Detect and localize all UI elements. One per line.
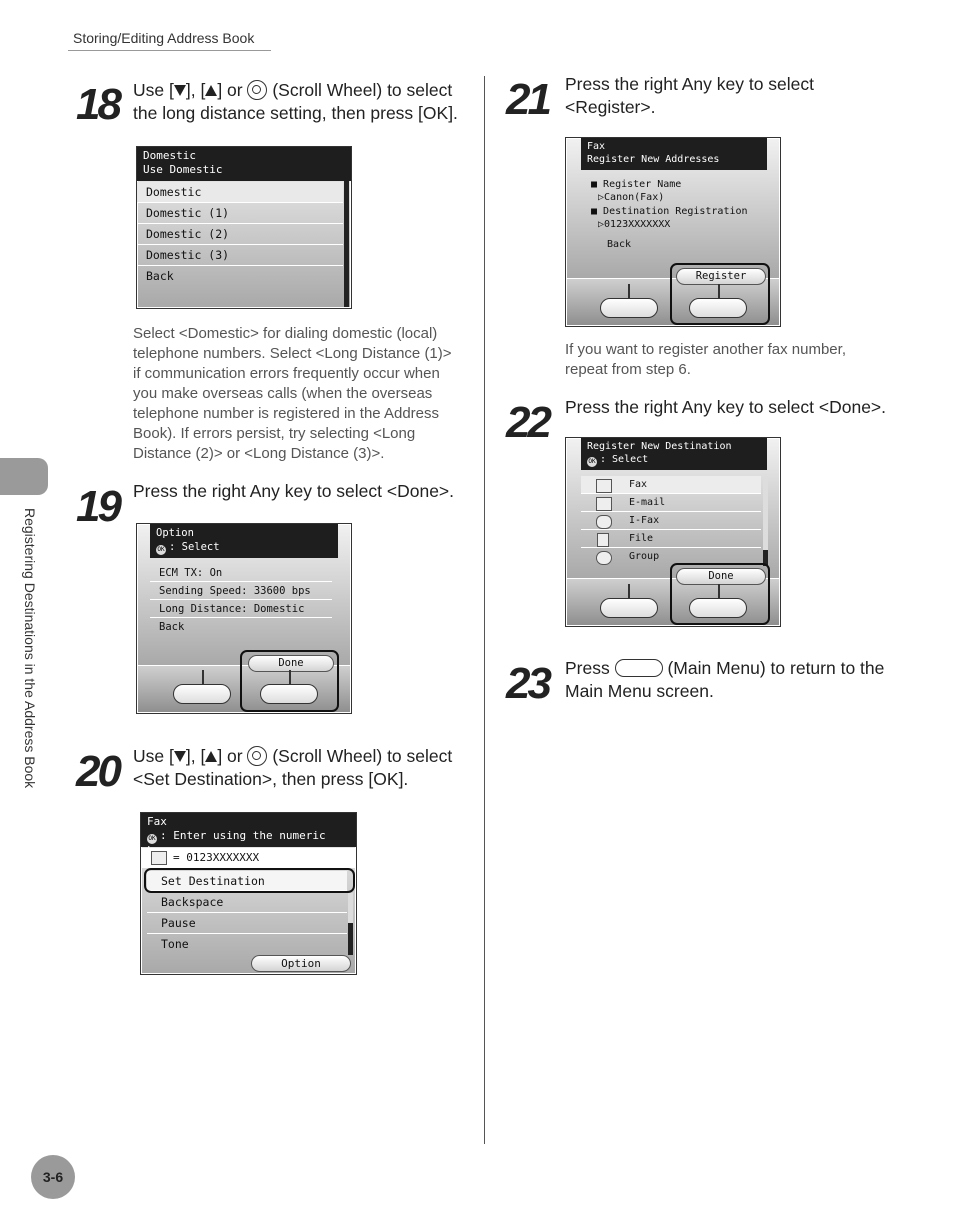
page-number: 3-6 xyxy=(31,1155,75,1199)
scroll-wheel-icon xyxy=(247,80,267,100)
key-connector xyxy=(289,670,291,684)
text: ] or xyxy=(217,80,248,100)
key-connector xyxy=(628,584,630,598)
lcd-screen-new-destination xyxy=(565,437,781,627)
header-rule xyxy=(68,50,271,51)
step-instruction xyxy=(565,657,905,703)
left-any-key[interactable] xyxy=(600,598,658,618)
register-name-label: ■ Register Name xyxy=(591,179,682,190)
menu-item[interactable]: Back xyxy=(146,269,174,283)
screen-title xyxy=(150,524,338,558)
fax-icon xyxy=(151,851,167,865)
number-display: = 0123XXXXXXX xyxy=(173,851,260,864)
step-note: Select <Domestic> for dialing domestic (local) telephone numbers. Select <Long Distance (1)> if communication errors frequently occur when you make overseas calls (when the overseas telephone number is registered in the Address Book). If errors persist, try selecting <Long Distance (2)> or <Long Distance (3)>. xyxy=(133,325,452,462)
menu-item[interactable]: Tone xyxy=(161,937,189,951)
file-icon xyxy=(597,533,609,547)
down-arrow-icon xyxy=(174,751,186,762)
text: ] or xyxy=(217,746,248,766)
step-instruction xyxy=(133,79,473,125)
menu-item[interactable]: E-mail xyxy=(581,494,761,512)
right-any-key[interactable] xyxy=(689,598,747,618)
chapter-tab xyxy=(0,458,48,495)
key-connector xyxy=(718,584,720,598)
text: (Scroll Wheel) to select <Set Destination>, then press [OK]. xyxy=(133,746,453,789)
screen-title xyxy=(581,438,767,470)
label-text: Register Name xyxy=(603,179,682,190)
destination-registration-value: ▷0123XXXXXXX xyxy=(598,219,671,230)
scroll-thumb[interactable] xyxy=(348,923,353,955)
lcd-screen-fax xyxy=(140,812,357,975)
ok-icon: OK xyxy=(157,546,165,553)
menu-item[interactable]: Back xyxy=(159,621,185,633)
title-line: Register New Addresses xyxy=(587,154,720,165)
text: (Main Menu) to return to the Main Menu screen. xyxy=(565,658,885,701)
scroll-wheel-icon xyxy=(247,746,267,766)
menu-item[interactable]: Group xyxy=(629,551,660,562)
email-icon xyxy=(596,497,612,511)
lcd-screen-domestic xyxy=(136,146,352,309)
menu-item-selected[interactable]: Fax xyxy=(581,476,761,494)
title-line: Use Domestic xyxy=(143,163,223,176)
step-instruction: Press the right Any key to select <Register>. xyxy=(565,74,815,117)
title-line: : Select xyxy=(600,454,649,465)
value-text: Canon(Fax) xyxy=(604,192,665,203)
menu-item[interactable]: Sending Speed: 33600 bps xyxy=(150,582,332,600)
step-number: 18 xyxy=(76,80,119,129)
lcd-screen-option xyxy=(136,523,352,714)
scrollbar[interactable] xyxy=(763,476,768,566)
highlight-frame xyxy=(144,868,355,893)
title-line: Fax xyxy=(147,815,167,828)
menu-item-selected[interactable]: Set Destination xyxy=(147,871,347,891)
screen-title xyxy=(581,138,767,170)
title-line: Option xyxy=(156,527,194,539)
down-arrow-icon xyxy=(174,85,186,96)
scrollbar[interactable] xyxy=(344,181,349,307)
step-number: 23 xyxy=(506,659,549,708)
right-any-key[interactable] xyxy=(260,684,318,704)
text: Use [ xyxy=(133,80,174,100)
step-instruction: Press the right Any key to select <Done>. xyxy=(565,397,887,417)
register-name-block[interactable] xyxy=(583,178,763,204)
running-header: Storing/Editing Address Book xyxy=(73,30,255,46)
register-name-value: ▷Canon(Fax) xyxy=(598,192,665,203)
screen-title xyxy=(137,147,351,181)
left-any-key[interactable] xyxy=(173,684,231,704)
step-note: If you want to register another fax number, repeat from step 6. xyxy=(565,341,846,378)
right-any-key[interactable] xyxy=(689,298,747,318)
up-arrow-icon xyxy=(205,751,217,762)
title-line: Domestic xyxy=(143,149,196,162)
text: ], [ xyxy=(185,80,206,100)
fax-icon xyxy=(596,479,612,493)
menu-item[interactable]: Domestic (1) xyxy=(137,203,343,224)
column-divider xyxy=(484,76,485,1144)
screen-title xyxy=(141,813,356,847)
step-instruction: Press the right Any key to select <Done>. xyxy=(133,481,455,501)
menu-item[interactable]: File xyxy=(581,530,761,548)
done-soft-button[interactable]: Done xyxy=(676,568,766,585)
text: ], [ xyxy=(185,746,206,766)
ifax-icon xyxy=(596,515,612,529)
lcd-screen-register xyxy=(565,137,781,327)
menu-item[interactable]: Domestic (3) xyxy=(137,245,343,266)
step-instruction xyxy=(133,745,473,791)
title-line: : Enter using the numeric xyxy=(160,829,326,842)
title-line: : Select xyxy=(169,541,220,553)
title-line: Register New Destination xyxy=(587,441,732,452)
menu-item[interactable]: Domestic (2) xyxy=(137,224,343,245)
text: (Scroll Wheel) to select the long distance setting, then press [OK]. xyxy=(133,80,458,123)
register-soft-button[interactable]: Register xyxy=(676,268,766,285)
menu-item[interactable]: Backspace xyxy=(147,892,347,913)
text: Use [ xyxy=(133,746,174,766)
up-arrow-icon xyxy=(205,85,217,96)
text: Press xyxy=(565,658,615,678)
label-text: Destination Registration xyxy=(603,206,748,217)
destination-registration-block[interactable] xyxy=(583,205,763,231)
menu-item[interactable]: ECM TX: On xyxy=(150,564,332,582)
key-connector xyxy=(628,284,630,298)
step-number: 20 xyxy=(76,747,119,796)
back-item[interactable]: Back xyxy=(607,239,632,250)
menu-item[interactable]: Pause xyxy=(147,913,347,934)
main-menu-key-icon xyxy=(615,659,663,677)
scroll-thumb[interactable] xyxy=(344,181,349,307)
scrollbar[interactable] xyxy=(348,893,353,955)
key-connector xyxy=(718,284,720,298)
option-soft-button[interactable]: Option xyxy=(251,955,351,972)
step-number: 21 xyxy=(506,75,549,124)
chapter-tab-label: Registering Destinations in the Address Book xyxy=(22,508,38,789)
key-connector xyxy=(202,670,204,684)
ok-icon: OK xyxy=(148,835,156,842)
left-any-key[interactable] xyxy=(600,298,658,318)
menu-item[interactable]: I-Fax xyxy=(581,512,761,530)
menu-item-selected[interactable]: Long Distance: Domestic xyxy=(150,600,332,618)
ok-icon: OK xyxy=(588,458,596,465)
value-text: 0123XXXXXXX xyxy=(604,219,671,230)
step-number: 22 xyxy=(506,398,549,447)
step-number: 19 xyxy=(76,482,119,531)
done-soft-button[interactable]: Done xyxy=(248,655,334,672)
menu-item-selected[interactable]: Domestic xyxy=(137,182,343,203)
number-value: 0123XXXXXXX xyxy=(186,851,260,864)
group-icon xyxy=(596,551,612,565)
destination-registration-label: ■ Destination Registration xyxy=(591,206,748,217)
title-line: Fax xyxy=(587,141,606,152)
